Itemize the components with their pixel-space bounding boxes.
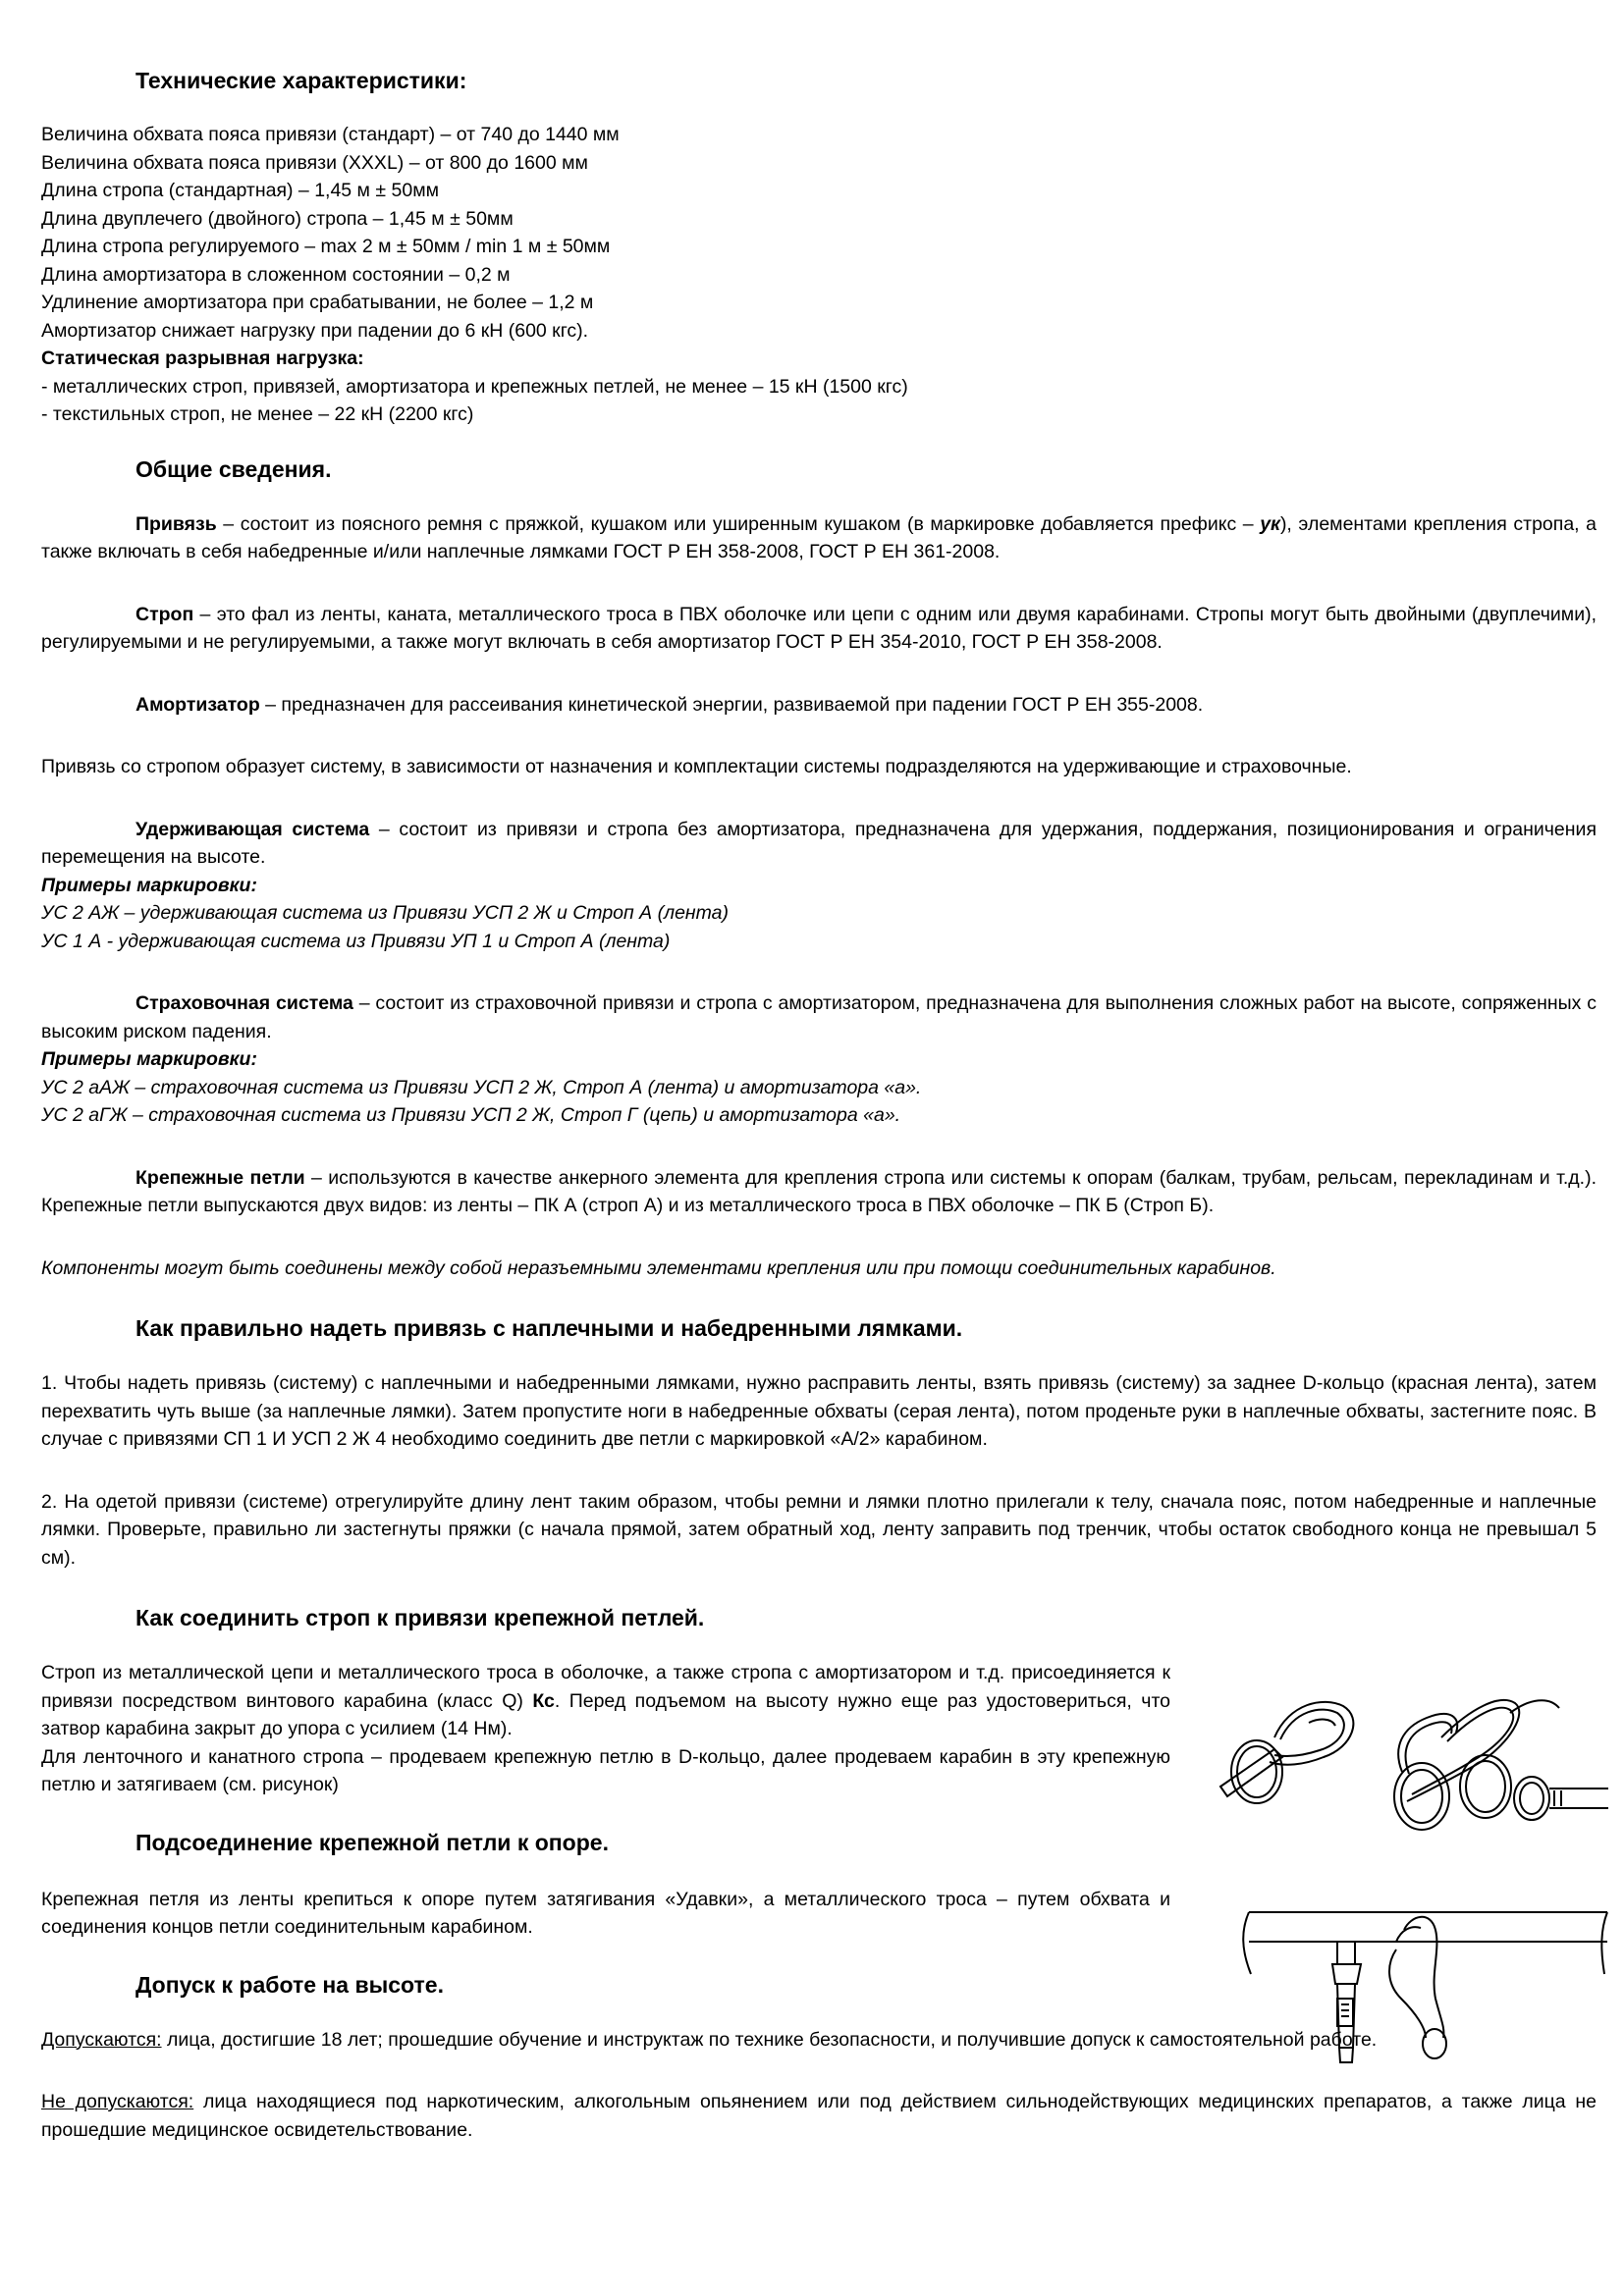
example-line: УС 2 аАЖ – страховочная система из Привязи УСП 2 Ж, Строп А (лента) и амортизатора «а».: [41, 1076, 922, 1098]
spec-line: Величина обхвата пояса привязи (XXXL) – от 800 до 1600 мм: [41, 151, 588, 174]
spec-line: Длина двуплечего (двойного) стропа – 1,45 м ± 50мм: [41, 207, 514, 230]
system-paragraph: Привязь со стропом образует систему, в зависимости от назначения и комплектации системы подразделяются на удерживающие и страховочные.: [41, 756, 1352, 777]
donning-step-2: 2. На одетой привязи (системе) отрегулируйте длину лент таким образом, чтобы ремни и лямки плотно прилегали к телу, сначала пояс, потом набедренные и наплечные лямки. Проверьте, правильно ли застегнуты пряжки (с начала прямой, затем обратный ход, ленту заправить под тренчик, чтобы остаток свободного конца не превышал 5 см).: [41, 1490, 1597, 1569]
anchor-heading: Подсоединение крепежной петли к опоре.: [135, 1829, 609, 1855]
arrest-term: Страховочная система: [135, 992, 353, 1014]
admission-heading: Допуск к работе на высоте.: [135, 1971, 444, 1998]
examples-label: Примеры маркировки:: [41, 874, 257, 896]
lanyard-paragraph: Строп – это фал из ленты, каната, металлического троса в ПВХ оболочке или цепи с одним или двумя карабинами. Стропы могут быть двойными (двуплечими), регулируемыми и не регулируемыми, а также могут включать в себя амортизатор ГОСТ Р ЕН 354-2010, ГОСТ Р ЕН 358-2008.: [41, 603, 1597, 653]
connect-paragraph-1: Строп из металлической цепи и металлического троса в оболочке, а также стропа с амортизатором и т.д. присоединяется к привязи посредством винтового карабина (класс Q) Кс. Перед подъемом на высоту нужно еще раз удостовериться, что затвор карабина закрыт до упора с усилием (14 Нм).: [41, 1662, 1170, 1739]
restraint-term: Удерживающая система: [135, 818, 370, 840]
denied-paragraph: Не допускаются: лица находящиеся под наркотическим, алкогольным опьянением или под действием сильнодействующих медицинских препаратов, а также лица не прошедшие медицинское освидетельствование.: [41, 2091, 1597, 2141]
loop-connection-illustration: [1216, 1679, 1618, 1845]
donning-step-1: 1. Чтобы надеть привязь (систему) с наплечными и набедренными лямками, нужно расправить ленты, взять привязь (систему) за заднее D-кольцо (красная лента), затем перехватить чуть выше (за наплечные лямки). Затем пропустите ноги в набедренные обхваты (серая лента), потом проденьте руки в наплечные обхваты, застегните пояс. В случае с привязями СП 1 И УСП 2 Ж 4 необходимо соединить две петли с маркировкой «А/2» карабином.: [41, 1372, 1597, 1450]
static-load-label: Статическая разрывная нагрузка:: [41, 347, 364, 369]
examples-label: Примеры маркировки:: [41, 1048, 257, 1070]
lanyard-term: Строп: [135, 603, 194, 625]
specs-heading: Технические характеристики:: [135, 68, 467, 93]
absorber-paragraph: Амортизатор – предназначен для рассеивания кинетической энергии, развиваемой при падении ГОСТ Р ЕН 355-2008.: [135, 693, 1204, 716]
loops-term: Крепежные петли: [135, 1166, 305, 1189]
denied-label: Не допускаются:: [41, 2091, 194, 2112]
spec-line: Амортизатор снижает нагрузку при падении до 6 кН (600 кгс).: [41, 319, 589, 342]
connect-paragraph-2: Для ленточного и канатного стропа – продеваем крепежную петлю в D-кольцо, далее продеваем карабин в эту крепежную петлю и затягиваем (см. рисунок): [41, 1745, 1170, 1795]
absorber-term: Амортизатор: [135, 693, 260, 716]
example-line: УС 1 А - удерживающая система из Привязи УП 1 и Строп А (лента): [41, 930, 671, 952]
anchor-beam-illustration: [1239, 1891, 1612, 2077]
general-heading: Общие сведения.: [135, 455, 332, 482]
anchor-paragraph: Крепежная петля из ленты крепиться к опоре путем затягивания «Удавки», а металлического троса – путем обхвата и соединения концов петли соединительным карабином.: [41, 1888, 1170, 1938]
spec-line: Длина стропа (стандартная) – 1,45 м ± 50мм: [41, 180, 440, 201]
example-line: УС 2 аГЖ – страховочная система из Привязи УСП 2 Ж, Строп Г (цепь) и амортизатора «а».: [41, 1104, 901, 1126]
loops-paragraph: Крепежные петли – используются в качестве анкерного элемента для крепления стропа или системы к опорам (балкам, трубам, рельсам, перекладинам и т.д.). Крепежные петли выпускаются двух видов: из ленты – ПК А (строп А) и из металлического троса в ПВХ оболочке – ПК Б (Строп Б).: [41, 1166, 1597, 1216]
example-line: УС 2 АЖ – удерживающая система из Привязи УСП 2 Ж и Строп А (лента): [41, 902, 730, 924]
harness-term: Привязь: [135, 512, 217, 535]
harness-paragraph: Привязь – состоит из поясного ремня с пряжкой, кушаком или уширенным кушаком (в маркировке добавляется префикс – ук), элементами крепления стропа, а также включать в себя набедренные и/или наплечные лямками ГОСТ Р ЕН 358-2008, ГОСТ Р ЕН 361-2008.: [41, 512, 1597, 562]
connect-heading: Как соединить строп к привязи крепежной петлей.: [135, 1605, 705, 1630]
donning-heading: Как правильно надеть привязь с наплечными и набедренными лямками.: [135, 1315, 963, 1341]
harness-prefix: ук: [1260, 512, 1280, 535]
components-note: Компоненты могут быть соединены между собой неразъемными элементами крепления или при помощи соединительных карабинов.: [41, 1256, 1276, 1279]
allowed-label: Допускаются:: [41, 2028, 162, 2051]
spec-line: Длина стропа регулируемого – max 2 м ± 50мм / min 1 м ± 50мм: [41, 236, 611, 257]
static-load-line: - текстильных строп, не менее – 22 кН (2200 кгс): [41, 403, 474, 425]
spec-line: Величина обхвата пояса привязи (стандарт) – от 740 до 1440 мм: [41, 124, 620, 145]
spec-line: Длина амортизатора в сложенном состоянии – 0,2 м: [41, 263, 511, 286]
allowed-paragraph: Допускаются: лица, достигшие 18 лет; прошедшие обучение и инструктаж по технике безопасности, и получившие допуск к самостоятельной работе.: [41, 2028, 1378, 2051]
spec-line: Удлинение амортизатора при срабатывании, не более – 1,2 м: [41, 292, 594, 313]
arrest-paragraph: Страховочная система – состоит из страховочной привязи и стропа с амортизатором, предназначена для выполнения сложных работ на высоте, сопряженных с высоким риском падения.: [41, 992, 1597, 1042]
restraint-paragraph: Удерживающая система – состоит из привязи и стропа без амортизатора, предназначена для удержания, поддержания, позиционирования и ограничения перемещения на высоте.: [41, 818, 1597, 868]
static-load-line: - металлических строп, привязей, амортизатора и крепежных петлей, не менее – 15 кН (1500 кгс): [41, 375, 908, 398]
